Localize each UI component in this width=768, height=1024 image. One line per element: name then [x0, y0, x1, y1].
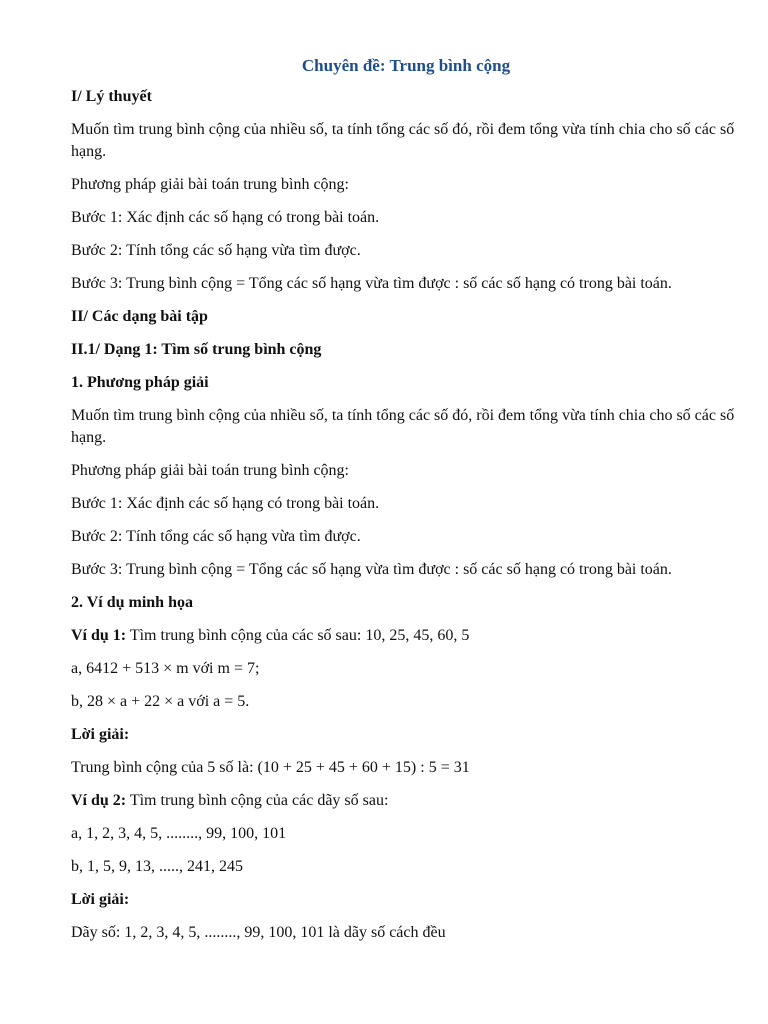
method-step-1: Bước 1: Xác định các số hạng có trong bài toán. [71, 495, 380, 512]
theory-step-1: Bước 1: Xác định các số hạng có trong bài toán. [71, 209, 380, 226]
example-2-label: Ví dụ 2: [71, 792, 127, 809]
example-1-solution: Trung bình cộng của 5 số là: (10 + 25 + 45 + 60 + 15) : 5 = 31 [71, 759, 470, 776]
theory-method: Phương pháp giải bài toán trung bình cộng: [71, 176, 349, 193]
theory-intro: Muốn tìm trung bình cộng của nhiều số, ta tính tổng các số đó, rồi đem tổng vừa tính chia cho số các số hạng. [71, 121, 735, 160]
section-theory-heading: I/ Lý thuyết [71, 88, 152, 105]
example-2-text: Tìm trung bình cộng của các dãy số sau: [126, 792, 389, 809]
example-1-part-a: a, 6412 + 513 × m với m = 7; [71, 660, 260, 677]
theory-step-3: Bước 3: Trung bình cộng = Tổng các số hạng vừa tìm được : số các số hạng có trong bài toán. [71, 275, 672, 292]
example-2-solution-label: Lời giải: [71, 891, 130, 908]
example-1 [71, 625, 741, 647]
theory-step-2: Bước 2: Tính tổng các số hạng vừa tìm được. [71, 242, 361, 259]
method-heading: 1. Phương pháp giải [71, 374, 209, 391]
method-step-2: Bước 2: Tính tổng các số hạng vừa tìm được. [71, 528, 361, 545]
method-step-3: Bước 3: Trung bình cộng = Tổng các số hạng vừa tìm được : số các số hạng có trong bài toán. [71, 561, 672, 578]
type1-heading: II.1/ Dạng 1: Tìm số trung bình cộng [71, 341, 322, 358]
example-1-part-b: b, 28 × a + 22 × a với a = 5. [71, 693, 250, 710]
document-page [71, 52, 741, 955]
example-1-text: Tìm trung bình cộng của các số sau: 10, 25, 45, 60, 5 [126, 627, 470, 644]
example-1-solution-label: Lời giải: [71, 726, 130, 743]
method-intro: Muốn tìm trung bình cộng của nhiều số, ta tính tổng các số đó, rồi đem tổng vừa tính chia cho số các số hạng. [71, 407, 735, 446]
example-2 [71, 790, 741, 812]
example-1-label: Ví dụ 1: [71, 627, 127, 644]
document-title: Chuyên đề: Trung bình cộng [301, 56, 511, 75]
example-2-solution: Dãy số: 1, 2, 3, 4, 5, ........, 99, 100, 101 là dãy số cách đều [71, 924, 446, 941]
example-2-part-a: a, 1, 2, 3, 4, 5, ........, 99, 100, 101 [71, 825, 287, 842]
example-2-part-b: b, 1, 5, 9, 13, ....., 241, 245 [71, 858, 243, 875]
section-exercises-heading: II/ Các dạng bài tập [71, 308, 208, 325]
method-text: Phương pháp giải bài toán trung bình cộng: [71, 462, 349, 479]
examples-heading: 2. Ví dụ minh họa [71, 594, 193, 611]
